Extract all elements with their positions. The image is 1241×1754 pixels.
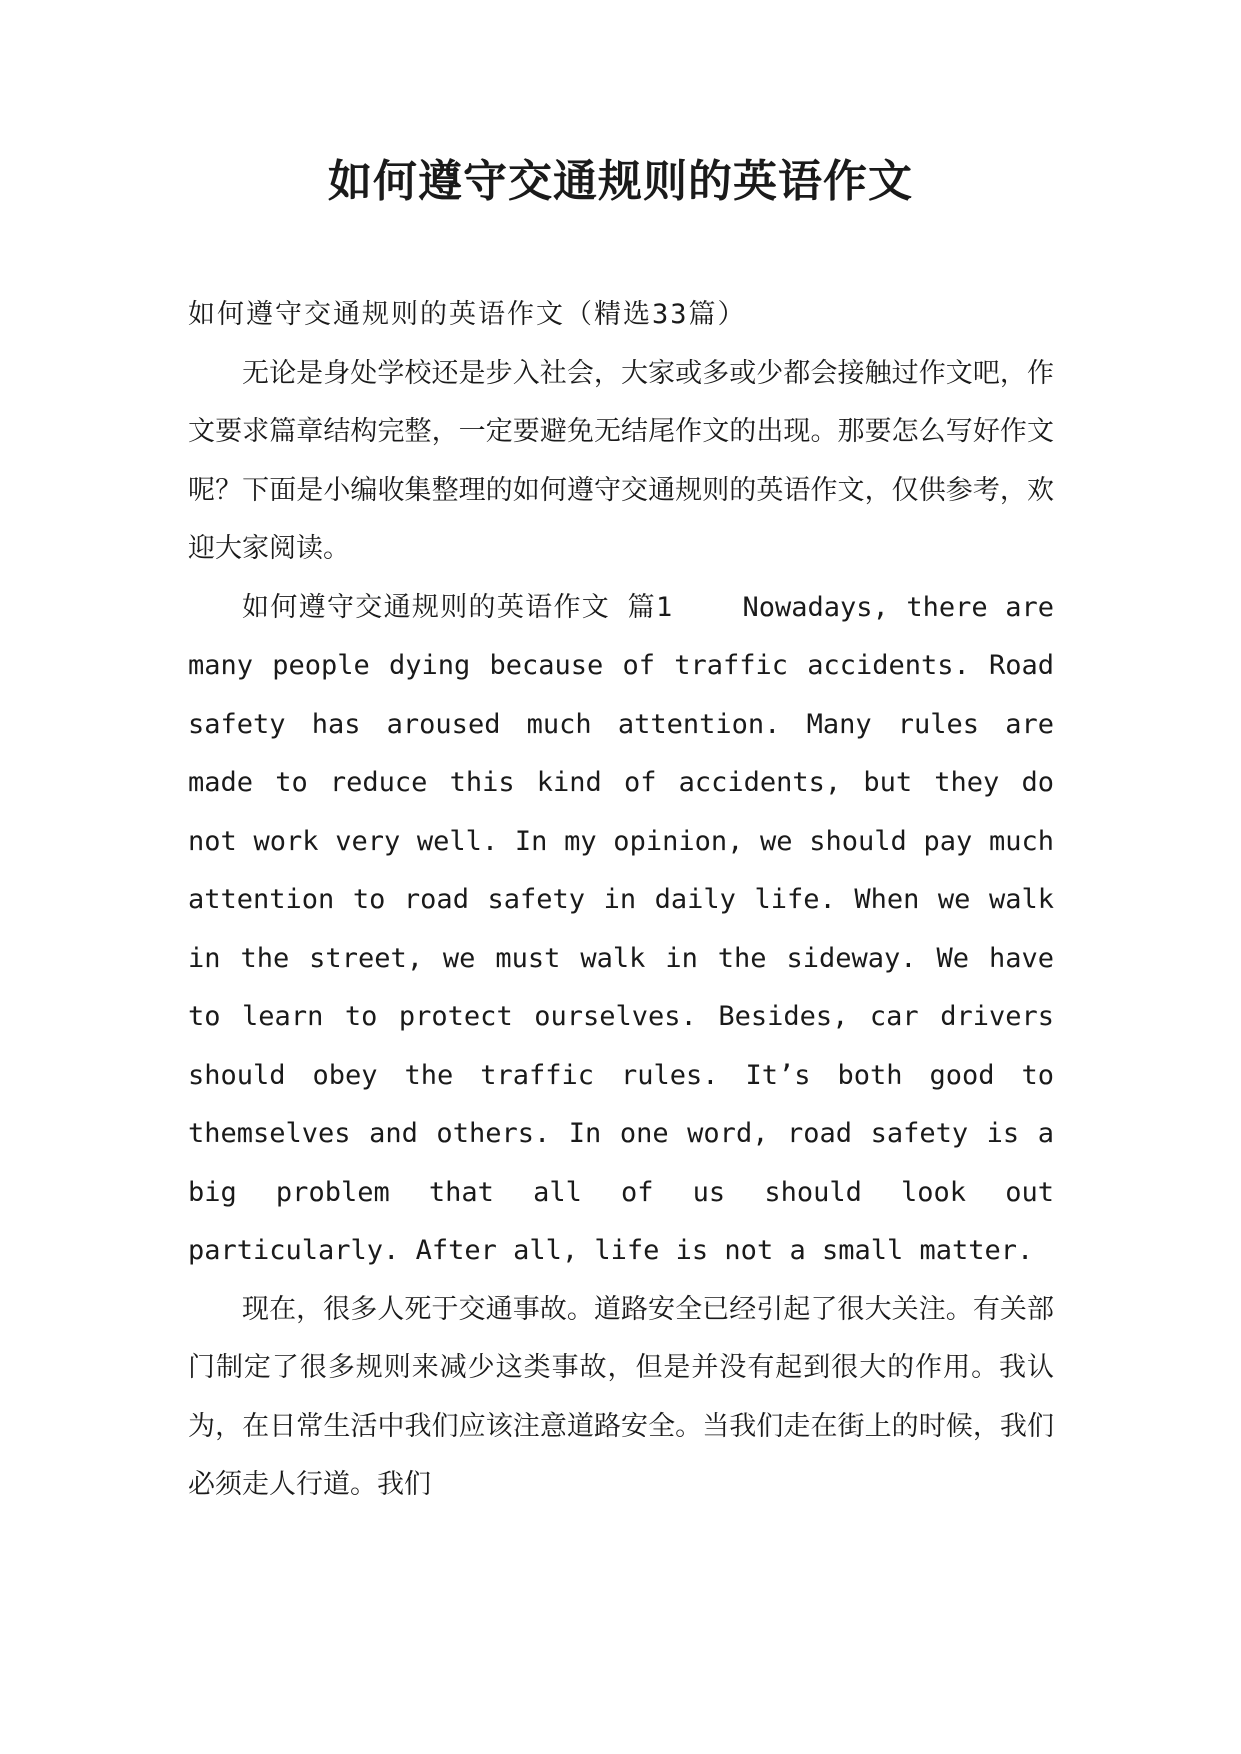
essay-english-paragraph [188,579,1054,1281]
essay-chinese-paragraph: 现在，很多人死于交通事故。道路安全已经引起了很大关注。有关部门制定了很多规则来减少这类事故，但是并没有起到很大的作用。我认为，在日常生活中我们应该注意道路安全。当我们走在街上的时候，我们必须走人行道。我们 [188,1293,1054,1500]
document-title: 如何遵守交通规则的英语作文 [328,156,913,207]
essay-heading: 如何遵守交通规则的英语作文 篇1 [242,591,673,623]
document-subtitle: 如何遵守交通规则的英语作文（精选33篇） [188,299,747,330]
document-body [188,286,1054,1515]
intro-paragraph: 无论是身处学校还是步入社会，大家或多或少都会接触过作文吧，作文要求篇章结构完整，一定要避免无结尾作文的出现。那要怎么写好作文呢？下面是小编收集整理的如何遵守交通规则的英语作文，仅供参考，欢迎大家阅读。 [188,357,1054,564]
essay-english-text: Nowadays, there are many people dying because of traffic accidents. Road safety has aroused much attention. Many rules are made to reduce this kind of accidents, but they do not work very well. In my opinion, we should pay much attention to road safety in daily life. When we walk in the street, we must walk in the sideway. We have to learn to protect ourselves. Besides, car drivers should obey the traffic rules. It’s both good to themselves and others. In one word, road safety is a big problem that all of us should look out particularly. After all, life is not a small matter. [188,591,1054,1266]
